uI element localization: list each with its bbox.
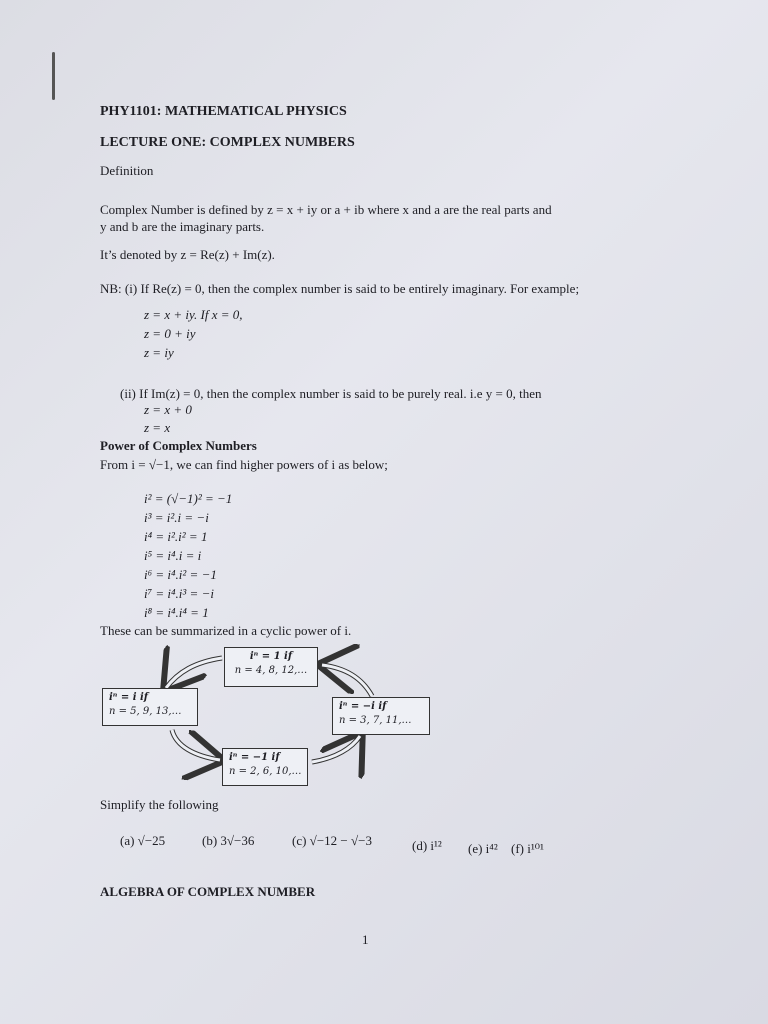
cycle-range: n = 3, 7, 11,…: [339, 715, 412, 726]
summary-line: These can be summarized in a cyclic power of i.: [100, 623, 352, 638]
example-equation: z = x + iy. If x = 0,: [144, 307, 243, 322]
exercise-item: (a) √−25: [120, 833, 166, 848]
exercise-item: (d) i¹²: [412, 838, 442, 853]
real-line: (ii) If Im(z) = 0, then the complex number is said to be purely real. i.e y = 0, then: [120, 386, 542, 401]
exercise-item: (f) i¹⁰¹: [511, 841, 544, 856]
nb-line: NB: (i) If Re(z) = 0, then the complex number is said to be entirely imaginary. For example;: [100, 281, 580, 296]
example-equation: z = iy: [144, 345, 174, 360]
course-title: PHY1101: MATHEMATICAL PHYSICS: [100, 104, 347, 119]
power-equation: i⁷ = i⁴.i³ = −i: [144, 586, 214, 601]
from-line: From i = √−1, we can find higher powers of i as below;: [100, 457, 388, 472]
power-equation: i⁵ = i⁴.i = i: [144, 548, 202, 563]
cycle-range: n = 2, 6, 10,…: [229, 766, 302, 777]
cycle-box-right: [332, 697, 430, 735]
lecture-title: LECTURE ONE: COMPLEX NUMBERS: [100, 135, 355, 150]
definition-line-2: y and b are the imaginary parts.: [100, 219, 265, 234]
power-equation: i² = (√−1)² = −1: [144, 491, 233, 506]
cycle-box-top: [224, 647, 318, 687]
power-equation: i³ = i².i = −i: [144, 510, 209, 525]
simplify-heading: Simplify the following: [100, 797, 219, 812]
cycle-condition: iⁿ = −1 if: [229, 752, 280, 763]
cycle-range: n = 4, 8, 12,…: [234, 665, 308, 676]
example-equation: z = 0 + iy: [144, 326, 196, 341]
real-equation: z = x: [144, 420, 171, 435]
cycle-condition: iⁿ = −i if: [339, 701, 387, 712]
power-heading: Power of Complex Numbers: [100, 438, 257, 453]
cycle-condition: iⁿ = 1 if: [249, 651, 293, 662]
cycle-box-left: [102, 688, 198, 726]
power-equation: i⁶ = i⁴.i² = −1: [144, 567, 217, 582]
cycle-condition: iⁿ = i if: [109, 692, 149, 703]
power-equation: i⁴ = i².i² = 1: [144, 529, 208, 544]
cycle-box-bottom: [222, 748, 308, 786]
exercise-item: (c) √−12 − √−3: [292, 833, 372, 848]
power-equation: i⁸ = i⁴.i⁴ = 1: [144, 605, 209, 620]
definition-line-1: Complex Number is defined by z = x + iy or a + ib where x and a are the real parts and: [100, 202, 552, 217]
denoted-line: It’s denoted by z = Re(z) + Im(z).: [100, 247, 275, 262]
exercise-item: (e) i⁴²: [468, 841, 498, 856]
algebra-heading: ALGEBRA OF COMPLEX NUMBER: [100, 884, 316, 899]
page-number: 1: [362, 932, 369, 947]
real-equation: z = x + 0: [144, 402, 192, 417]
cycle-range: n = 5, 9, 13,…: [109, 706, 182, 717]
definition-heading: Definition: [100, 163, 154, 178]
exercise-item: (b) 3√−36: [202, 833, 255, 848]
